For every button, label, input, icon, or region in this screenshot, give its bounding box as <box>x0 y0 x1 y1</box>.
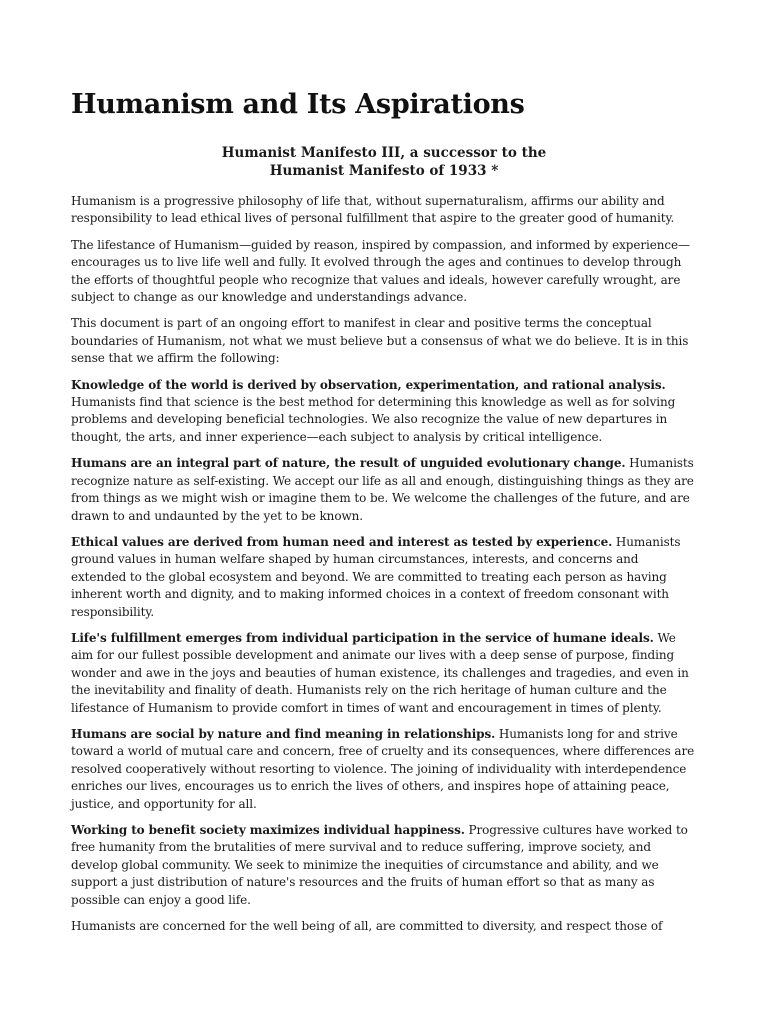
paragraph-lead: Humans are social by nature and find meaning in relationships. <box>71 726 496 741</box>
paragraph <box>71 315 697 367</box>
paragraph <box>71 377 697 447</box>
document-body <box>71 193 697 935</box>
document-page <box>71 86 697 944</box>
paragraph <box>71 455 697 525</box>
paragraph <box>71 918 697 935</box>
paragraph-lead: Ethical values are derived from human need and interest as tested by experience. <box>71 534 613 549</box>
paragraph <box>71 822 697 909</box>
paragraph <box>71 630 697 717</box>
paragraph <box>71 237 697 307</box>
paragraph-text: Humanism is a progressive philosophy of life that, without supernaturalism, affirms our ability and responsibility to lead ethical lives of personal fulfillment that aspire to the greater good of humanity. <box>71 194 675 226</box>
paragraph-text: Humanists long for and strive toward a world of mutual care and concern, free of cruelty and its consequences, where differences are resolved cooperatively without resorting to violence. The joining of individuality with interdependence enriches our lives, encourages us to enrich the lives of others, and inspires hope of attaining peace, justice, and opportunity for all. <box>71 726 695 811</box>
paragraph-text: Humanists find that science is the best method for determining this knowledge as well as for solving problems and developing beneficial technologies. We also recognize the value of new departures in thought, the arts, and inner experience—each subject to analysis by critical intelligence. <box>71 395 676 444</box>
paragraph <box>71 726 697 813</box>
paragraph-text: We aim for our fullest possible development and animate our lives with a deep sense of purpose, finding wonder and awe in the joys and beauties of human existence, its challenges and tragedies, and even in the inevitability and finality of death. Humanists rely on the rich heritage of human culture and the lifestance of Humanism to provide comfort in times of want and encouragement in times of plenty. <box>71 630 689 715</box>
paragraph <box>71 193 697 228</box>
paragraph-text: The lifestance of Humanism—guided by reason, inspired by compassion, and informed by experience—encourages us to live life well and fully. It evolved through the ages and continues to develop through the efforts of thoughtful people who recognize that values and ideals, however carefully wrought, are subject to change as our knowledge and understandings advance. <box>71 237 690 305</box>
subtitle-line-1: Humanist Manifesto III, a successor to the <box>221 145 547 161</box>
document-title: Humanism and Its Aspirations <box>71 89 525 120</box>
paragraph-text: Humanists are concerned for the well being of all, are committed to diversity, and respect those of <box>71 919 663 934</box>
subtitle-line-2: Humanist Manifesto of 1933 * <box>269 163 499 179</box>
document-subtitle <box>71 144 697 180</box>
paragraph-text: Progressive cultures have worked to free humanity from the brutalities of mere survival and to reduce suffering, improve society, and develop global community. We seek to minimize the inequities of circumstance and ability, and we support a just distribution of nature's resources and the fruits of human effort so that as many as possible can enjoy a good life. <box>71 823 688 907</box>
paragraph-lead: Knowledge of the world is derived by observation, experimentation, and rational analysis. <box>71 377 666 392</box>
paragraph-lead: Life's fulfillment emerges from individual participation in the service of humane ideals. <box>71 630 654 645</box>
paragraph-lead: Humans are an integral part of nature, the result of unguided evolutionary change. <box>71 456 626 471</box>
paragraph-lead: Working to benefit society maximizes individual happiness. <box>71 823 465 837</box>
paragraph <box>71 534 697 621</box>
paragraph-text: Humanists recognize nature as self-existing. We accept our life as all and enough, distinguishing things as they are from things as we might wish or imagine them to be. We welcome the challenges of the future, and are drawn to and undaunted by the yet to be known. <box>71 456 694 523</box>
paragraph-text: Humanists ground values in human welfare shaped by human circumstances, interests, and concerns and extended to the global ecosystem and beyond. We are committed to treating each person as having inherent worth and dignity, and to making informed choices in a context of freedom consonant with responsibility. <box>71 534 681 619</box>
paragraph-text: This document is part of an ongoing effort to manifest in clear and positive terms the conceptual boundaries of Humanism, not what we must believe but a consensus of what we do believe. It is in this sense that we affirm the following: <box>71 316 689 366</box>
